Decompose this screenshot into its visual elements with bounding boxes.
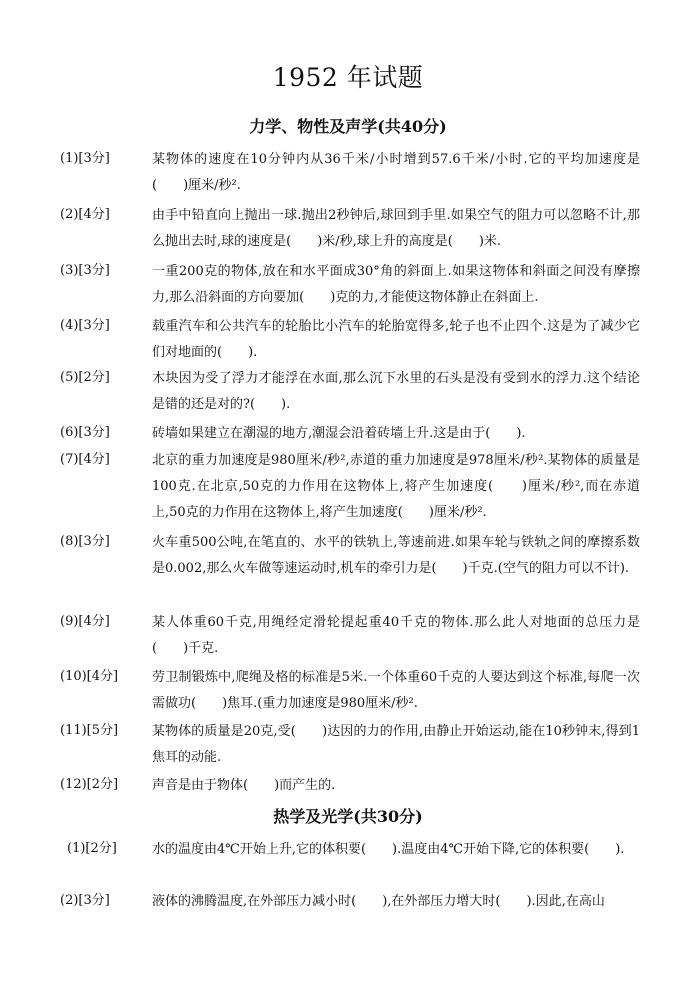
question-text: 由手中铅直向上抛出一球.抛出2秒钟后,球回到手里.如果空气的阻力可以忽略不计,那么抛出去时,球的速度是( )米/秒,球上升的高度是( )米. [152, 208, 640, 249]
question-number: (2)[3分] [60, 893, 110, 908]
question-text: 载重汽车和公共汽车的轮胎比小汽车的轮胎宽得多,轮子也不止四个.这是为了减少它们对地面的( ). [152, 319, 640, 360]
question-text: 某物体的速度在10分钟内从36千米/小时增到57.6千米/小时.它的平均加速度是( )厘米/秒². [152, 152, 640, 193]
question-number: (10)[4分] [60, 669, 119, 684]
section-heading-mechanics: 力学、物性及声学(共40分) [249, 117, 447, 136]
question-text: 水的温度由4℃开始上升,它的体积要( ).温度由4℃开始下降,它的体积要( ). [152, 842, 625, 857]
question-text: 砖墙如果建立在潮湿的地方,潮湿会沿着砖墙上升.这是由于( ). [152, 426, 526, 441]
question-text: 北京的重力加速度是980厘米/秒²,赤道的重力加速度是978厘米/秒².某物体的质量是100克.在北京,50克的力作用在这物体上,将产生加速度( )厘米/秒²,而在赤道上,50克的力作用在这物体上,将产生加速度( )厘米/秒². [152, 453, 640, 520]
question-number: (4)[3分] [60, 318, 110, 333]
question-number: (6)[3分] [60, 425, 110, 440]
question-number: (12)[2分] [60, 777, 119, 792]
question-number: (5)[2分] [60, 370, 110, 385]
question-text: 木块因为受了浮力才能浮在水面,那么沉下水里的石头是没有受到水的浮力.这个结论是错的还是对的?( ). [152, 371, 640, 412]
question-text: 液体的沸腾温度,在外部压力减小时( ),在外部压力增大时( ).因此,在高山 [152, 894, 605, 909]
question-text: 一重200克的物体,放在和水平面成30°角的斜面上.如果这物体和斜面之间没有摩擦力,那么沿斜面的方向要加( )克的力,才能使这物体静止在斜面上. [152, 264, 640, 305]
question-text: 声音是由于物体( )而产生的. [152, 778, 336, 793]
question-number: (11)[5分] [60, 723, 119, 738]
question-number: (3)[3分] [60, 263, 110, 278]
question-number: (7)[4分] [60, 452, 110, 467]
question-number: (9)[4分] [60, 614, 110, 629]
question-number: (1)[3分] [60, 151, 110, 166]
question-text: 劳卫制锻炼中,爬绳及格的标准是5米.一个体重60千克的人要达到这个标准,每爬一次需做功( )焦耳.(重力加速度是980厘米/秒². [152, 670, 640, 711]
question-number: (2)[4分] [60, 207, 110, 222]
question-number: (1)[2分] [67, 841, 117, 856]
question-text: 火车重500公吨,在笔直的、水平的铁轨上,等速前进.如果车轮与铁轨之间的摩擦系数是0.002,那么火车做等速运动时,机车的牵引力是( )千克.(空气的阻力可以不计). [152, 535, 640, 576]
section-heading-heat-optics: 热学及光学(共30分) [273, 807, 423, 826]
page-title: 1952 年试题 [272, 63, 424, 92]
question-number: (8)[3分] [60, 534, 110, 549]
question-text: 某物体的质量是20克,受( )达因的力的作用,由静止开始运动,能在10秒钟末,得到1焦耳的动能. [152, 724, 640, 765]
question-text: 某人体重60千克,用绳经定滑轮提起重40千克的物体.那么此人对地面的总压力是( )千克. [152, 615, 640, 656]
